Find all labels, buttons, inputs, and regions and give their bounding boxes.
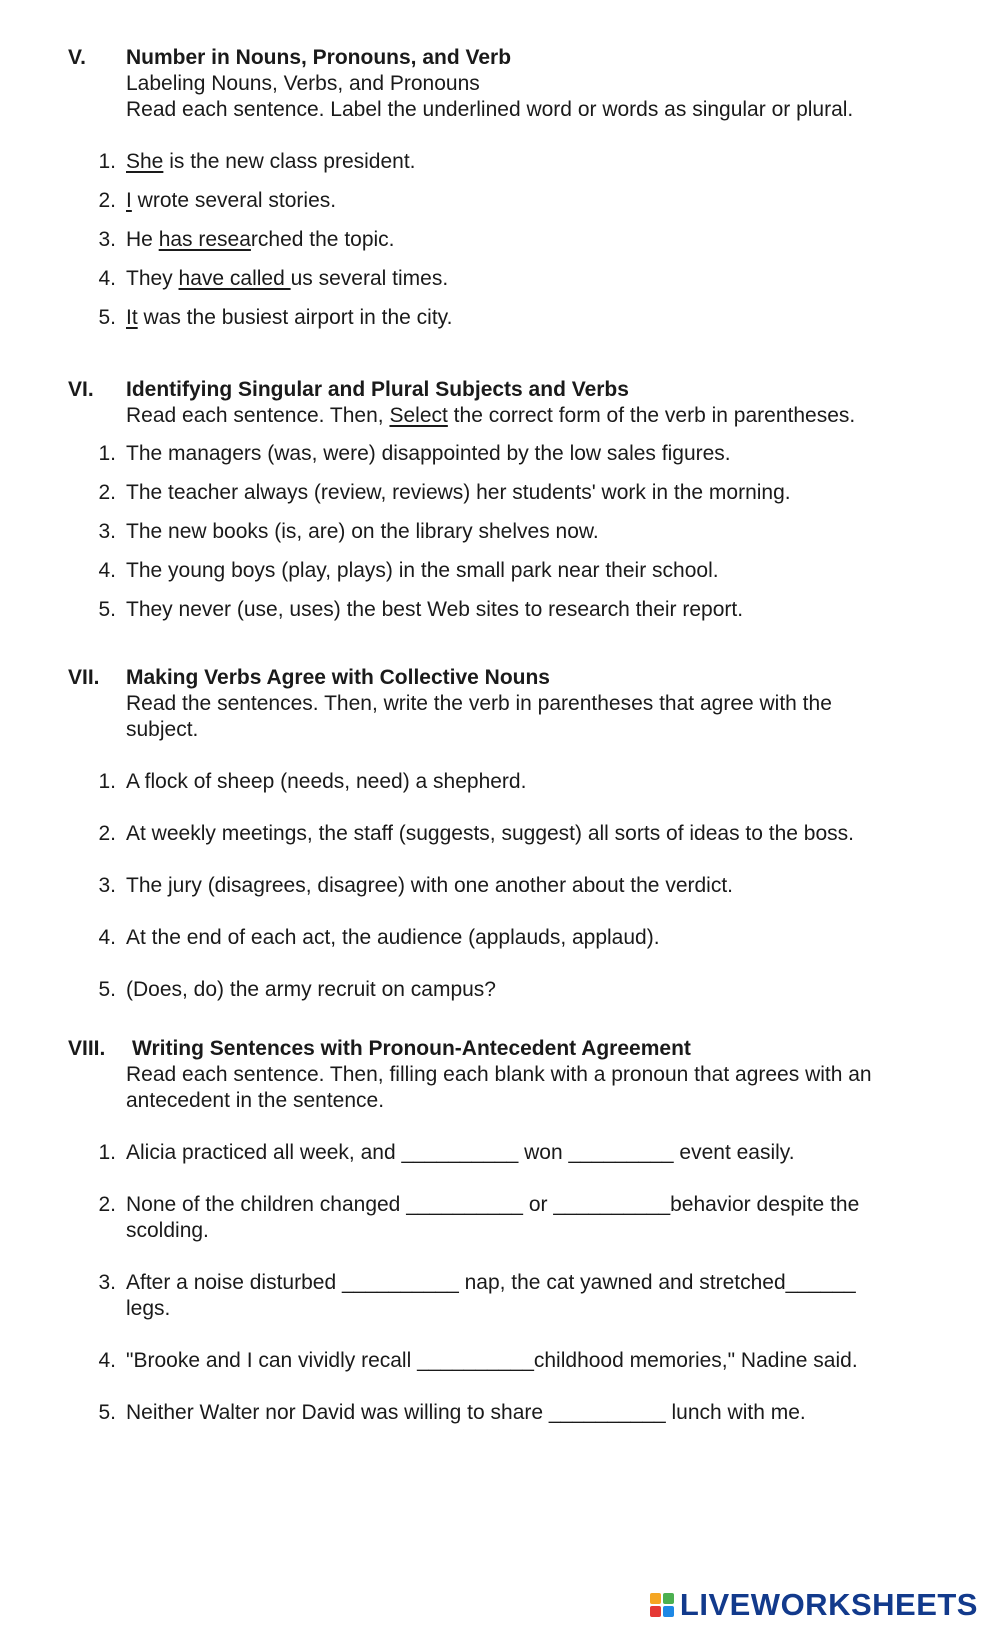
item-number: 5.	[98, 978, 116, 1001]
item-number: 4.	[98, 926, 116, 949]
section-numeral: VII.	[68, 666, 100, 689]
item-number: 3.	[98, 874, 116, 897]
sentence-list	[68, 149, 968, 344]
section-instruction: Read the sentences. Then, write the verb in parentheses that agree with the	[126, 692, 832, 715]
item-text: A flock of sheep (needs, need) a shepherd.	[126, 770, 527, 793]
item-number: 2.	[98, 189, 116, 212]
list-item	[68, 266, 968, 305]
list-item	[68, 821, 968, 873]
section-vi	[68, 377, 968, 636]
sentence-list	[68, 441, 968, 636]
item-text: The new books (is, are) on the library shelves now.	[126, 520, 599, 543]
item-number: 1.	[98, 150, 116, 173]
section-numeral: V.	[68, 46, 86, 69]
text-pre: They	[126, 267, 179, 290]
item-text	[126, 1400, 968, 1452]
item-text: At weekly meetings, the staff (suggests, suggest) all sorts of ideas to the boss.	[126, 822, 854, 845]
item-number: 5.	[98, 1401, 116, 1424]
section-instruction: Read each sentence. Then, filling each blank with a pronoun that agrees with an	[126, 1063, 872, 1086]
list-item	[68, 188, 968, 227]
item-text	[126, 266, 968, 305]
item-text: They never (use, uses) the best Web sites to research their report.	[126, 598, 744, 621]
section-numeral: VI.	[68, 378, 94, 401]
item-line: After a noise disturbed __________ nap, the cat yawned and stretched______	[126, 1271, 856, 1294]
item-number: 5.	[98, 306, 116, 329]
item-text	[126, 1348, 968, 1400]
item-line: Neither Walter nor David was willing to share __________ lunch with me.	[126, 1401, 806, 1424]
item-text: The young boys (play, plays) in the small park near their school.	[126, 559, 719, 582]
item-number: 3.	[98, 520, 116, 543]
instruction-post: the correct form of the verb in parentheses.	[447, 404, 856, 427]
section-instruction	[126, 403, 968, 429]
list-item	[68, 1140, 968, 1192]
item-text	[126, 149, 968, 188]
list-item	[68, 480, 968, 519]
underlined-word: have called	[178, 267, 291, 290]
list-item	[68, 1400, 968, 1452]
item-number: 2.	[98, 822, 116, 845]
list-item	[68, 873, 968, 925]
list-item	[68, 1192, 968, 1270]
item-line: "Brooke and I can vividly recall __________childhood memories," Nadine said.	[126, 1349, 858, 1372]
section-title: Identifying Singular and Plural Subjects and Verbs	[126, 378, 629, 401]
item-number: 5.	[98, 598, 116, 621]
section-viii	[68, 1036, 968, 1452]
item-text	[126, 1140, 968, 1192]
item-text	[126, 227, 968, 266]
list-item	[68, 519, 968, 558]
item-number: 4.	[98, 267, 116, 290]
list-item	[68, 1348, 968, 1400]
item-text: (Does, do) the army recruit on campus?	[126, 978, 496, 1001]
section-heading	[68, 377, 968, 403]
section-instruction: Read each sentence. Label the underlined word or words as singular or plural.	[126, 98, 854, 121]
underlined-word: has resea	[158, 228, 251, 251]
item-number: 4.	[98, 559, 116, 582]
item-text	[126, 188, 968, 227]
section-subtitle: Labeling Nouns, Verbs, and Pronouns	[126, 72, 480, 95]
instruction-pre: Read each sentence. Then,	[126, 404, 390, 427]
item-line-cont: legs.	[126, 1297, 171, 1320]
section-numeral: VIII.	[68, 1037, 106, 1060]
item-number: 1.	[98, 1141, 116, 1164]
list-item	[68, 1270, 968, 1348]
logo-mark-icon	[650, 1593, 674, 1617]
sentence-list	[68, 769, 968, 1029]
text-post: is the new class president.	[163, 150, 416, 173]
section-instruction-cont: subject.	[126, 718, 199, 741]
item-text: The managers (was, were) disappointed by the low sales figures.	[126, 442, 731, 465]
item-number: 2.	[98, 481, 116, 504]
item-number: 3.	[98, 228, 116, 251]
list-item	[68, 597, 968, 636]
section-title: Making Verbs Agree with Collective Nouns	[126, 666, 550, 689]
section-heading	[68, 665, 968, 691]
item-line-cont: scolding.	[126, 1219, 209, 1242]
list-item	[68, 441, 968, 480]
list-item	[68, 925, 968, 977]
item-number: 2.	[98, 1193, 116, 1216]
text-post: us several times.	[290, 267, 449, 290]
liveworksheets-logo[interactable]	[650, 1587, 978, 1622]
list-item	[68, 305, 968, 344]
section-heading	[68, 1036, 968, 1062]
item-number: 1.	[98, 442, 116, 465]
section-title: Writing Sentences with Pronoun-Antecedent Agreement	[132, 1037, 691, 1060]
item-line: None of the children changed __________ or __________behavior despite the	[126, 1193, 860, 1216]
list-item	[68, 149, 968, 188]
logo-square	[650, 1593, 661, 1604]
sentence-list	[68, 1140, 968, 1452]
section-vii	[68, 665, 968, 1029]
section-v	[68, 45, 968, 344]
item-text: At the end of each act, the audience (applauds, applaud).	[126, 926, 660, 949]
item-number: 3.	[98, 1271, 116, 1294]
text-post: was the busiest airport in the city.	[137, 306, 453, 329]
logo-square	[650, 1606, 661, 1617]
list-item	[68, 977, 968, 1029]
section-title: Number in Nouns, Pronouns, and Verb	[126, 46, 512, 69]
logo-square	[663, 1606, 674, 1617]
underlined-word: I	[126, 189, 132, 212]
item-number: 4.	[98, 1349, 116, 1372]
item-line: Alicia practiced all week, and __________ won _________ event easily.	[126, 1141, 795, 1164]
list-item	[68, 227, 968, 266]
item-text	[126, 1192, 968, 1270]
logo-square	[663, 1593, 674, 1604]
logo-text: LIVEWORKSHEETS	[679, 1587, 978, 1622]
item-text: The teacher always (review, reviews) her students' work in the morning.	[126, 481, 791, 504]
text-post: rched the topic.	[250, 228, 395, 251]
item-text: The jury (disagrees, disagree) with one another about the verdict.	[126, 874, 734, 897]
section-instruction-cont: antecedent in the sentence.	[126, 1089, 385, 1112]
underlined-word: She	[126, 150, 164, 173]
text-pre: He	[126, 228, 159, 251]
item-text	[126, 1270, 968, 1348]
text-post: wrote several stories.	[131, 189, 337, 212]
item-number: 1.	[98, 770, 116, 793]
item-text	[126, 305, 968, 344]
underlined-word: Select	[389, 404, 448, 427]
list-item	[68, 558, 968, 597]
underlined-word: It	[126, 306, 138, 329]
section-heading	[68, 45, 968, 71]
list-item	[68, 769, 968, 821]
